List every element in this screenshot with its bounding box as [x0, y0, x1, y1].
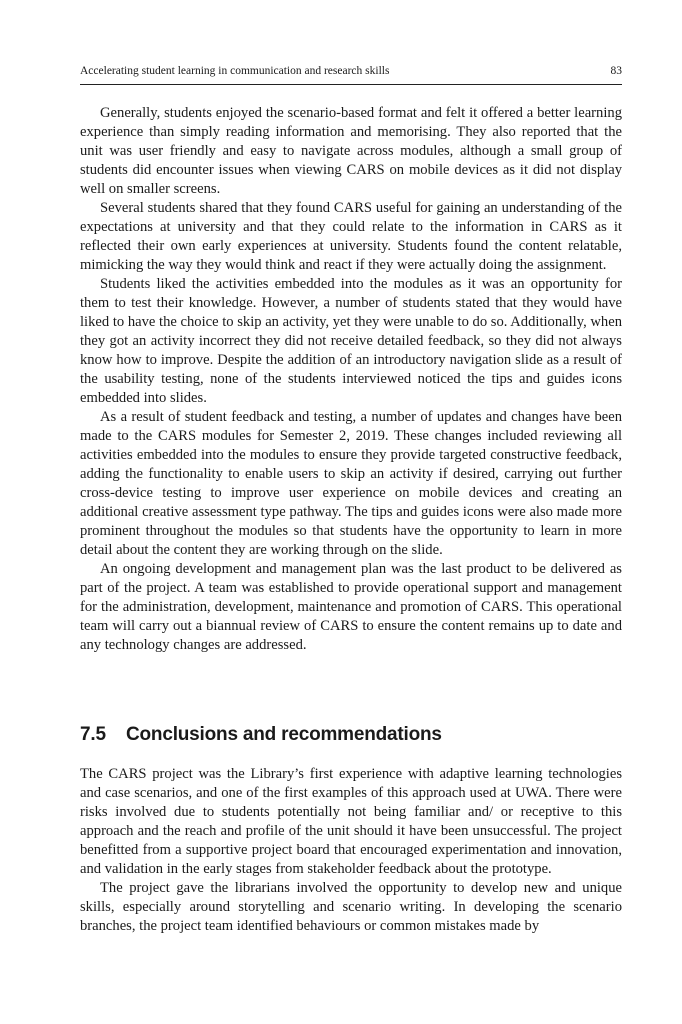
paragraph: Generally, students enjoyed the scenario-based format and felt it offered a better learning experience than simply reading information and memorising. They also reported that the unit was user friendly and easy to navigate across modules, although a small group of students did encounter issues when viewing CARS on mobile devices as it did not display well on smaller screens. [80, 105, 622, 197]
section-heading [80, 722, 622, 748]
page-number: 83 [610, 65, 622, 77]
paragraph: The project gave the librarians involved the opportunity to develop new and unique skills, especially around storytelling and scenario writing. In developing the scenario branches, the project team identified behaviours or common mistakes made by [80, 880, 622, 934]
running-header [80, 64, 622, 82]
paragraph: Several students shared that they found CARS useful for gaining an understanding of the expectations at university and that they could relate to the information in CARS as it reflected their own early experiences at university. Students found the content relatable, mimicking the way they would think and react if they were actually doing the assignment. [80, 200, 622, 273]
section-number: 7.5 [80, 724, 106, 745]
section-title: Conclusions and recommendations [126, 724, 442, 745]
paragraph: An ongoing development and management plan was the last product to be delivered as part of the project. A team was established to provide operational support and management for the administration, development, maintenance and promotion of CARS. This operational team will carry out a biannual review of CARS to ensure the content remains up to date and any technology changes are addressed. [80, 561, 622, 653]
paragraph: The CARS project was the Library’s first experience with adaptive learning technologies and case scenarios, and one of the first examples of this approach used at UWA. There were risks involved due to students potentially not being familiar and/ or receptive to this approach and the reach and profile of the unit should it have been unsuccessful. The project benefitted from a supportive project board that encouraged experimentation and innovation, and validation in the early stages from stakeholder feedback about the prototype. [80, 766, 622, 877]
body-text-top [80, 104, 622, 655]
header-rule [80, 84, 622, 85]
running-title: Accelerating student learning in communication and research skills [80, 65, 390, 77]
paragraph: As a result of student feedback and testing, a number of updates and changes have been made to the CARS modules for Semester 2, 2019. These changes included reviewing all activities embedded into the modules to ensure they provide targeted constructive feedback, adding the functionality to enable users to skip an activity if desired, carrying out further cross-device testing to improve user experience on mobile devices and creating an additional creative assessment type pathway. The tips and guides icons were also made more prominent throughout the modules so that students have the opportunity to learn in more detail about the content they are working through on the slide. [80, 409, 622, 558]
body-text-bottom [80, 765, 622, 936]
paragraph: Students liked the activities embedded into the modules as it was an opportunity for them to test their knowledge. However, a number of students stated that they would have liked to have the choice to skip an activity, yet they were unable to do so. Additionally, when they got an activity incorrect they did not receive detailed feedback, so they did not always know how to improve. Despite the addition of an introductory navigation slide as a result of the usability testing, none of the students interviewed noticed the tips and guides icons embedded into slides. [80, 276, 622, 406]
